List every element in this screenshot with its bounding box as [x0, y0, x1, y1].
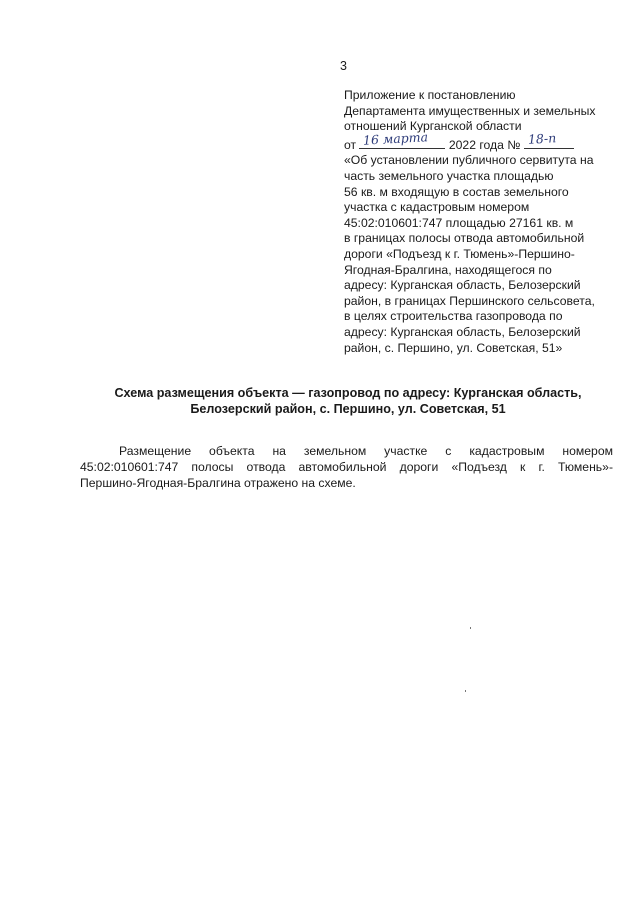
- subject-line: часть земельного участка площадью: [344, 168, 554, 183]
- subject-line: адресу: Курганская область, Белозерский: [344, 324, 581, 339]
- body-paragraph: [80, 443, 613, 492]
- date-line: [344, 129, 634, 154]
- appendix-line: Департамента имущественных и земельных: [344, 103, 596, 118]
- order-number-blank: [524, 130, 574, 149]
- appendix-block: [344, 88, 634, 356]
- date-year-text: 2022 года №: [448, 137, 521, 152]
- subject-line: район, с. Першино, ул. Советская, 51»: [344, 340, 563, 355]
- subject-line: дороги «Подъезд к г. Тюмень»-Першино-: [344, 246, 575, 261]
- subject-line: Ягодная-Бралгина, находящегося по: [344, 262, 552, 277]
- body-line: Першино-Ягодная-Бралгина отражено на схеме.: [80, 476, 356, 491]
- title-line: Схема размещения объекта — газопровод по адресу: Курганская область,: [114, 386, 582, 400]
- subject-line: район, в границах Першинского сельсовета,: [344, 293, 595, 308]
- body-line: Размещение объекта на земельном участке с кадастровым номером: [119, 444, 613, 458]
- appendix-line: отношений Курганской области: [344, 119, 522, 134]
- page-number: 3: [340, 59, 347, 73]
- title-line: Белозерский район, с. Першино, ул. Советская, 51: [190, 401, 506, 416]
- scan-speck: [465, 690, 466, 692]
- appendix-line: Приложение к постановлению: [344, 88, 516, 102]
- date-day-blank: [359, 129, 445, 149]
- date-day-handwritten: 16 марта: [363, 129, 429, 148]
- document-title: [60, 386, 636, 417]
- date-prefix: от: [344, 137, 357, 152]
- subject-line: 45:02:010601:747 площадью 27161 кв. м: [344, 215, 574, 230]
- subject-line: участка с кадастровым номером: [344, 200, 530, 215]
- order-number-handwritten: 18-п: [527, 130, 557, 147]
- subject-line: в границах полосы отвода автомобильной: [344, 231, 585, 246]
- scan-speck: [470, 627, 471, 629]
- subject-line: в целях строительства газопровода по: [344, 309, 563, 324]
- subject-line: 56 кв. м входящую в состав земельного: [344, 184, 569, 199]
- subject-line: адресу: Курганская область, Белозерский: [344, 278, 581, 293]
- body-line: 45:02:010601:747 полосы отвода автомобильной дороги «Подъезд к г. Тюмень»-: [80, 460, 613, 475]
- subject-line: «Об установлении публичного сервитута на: [344, 153, 594, 168]
